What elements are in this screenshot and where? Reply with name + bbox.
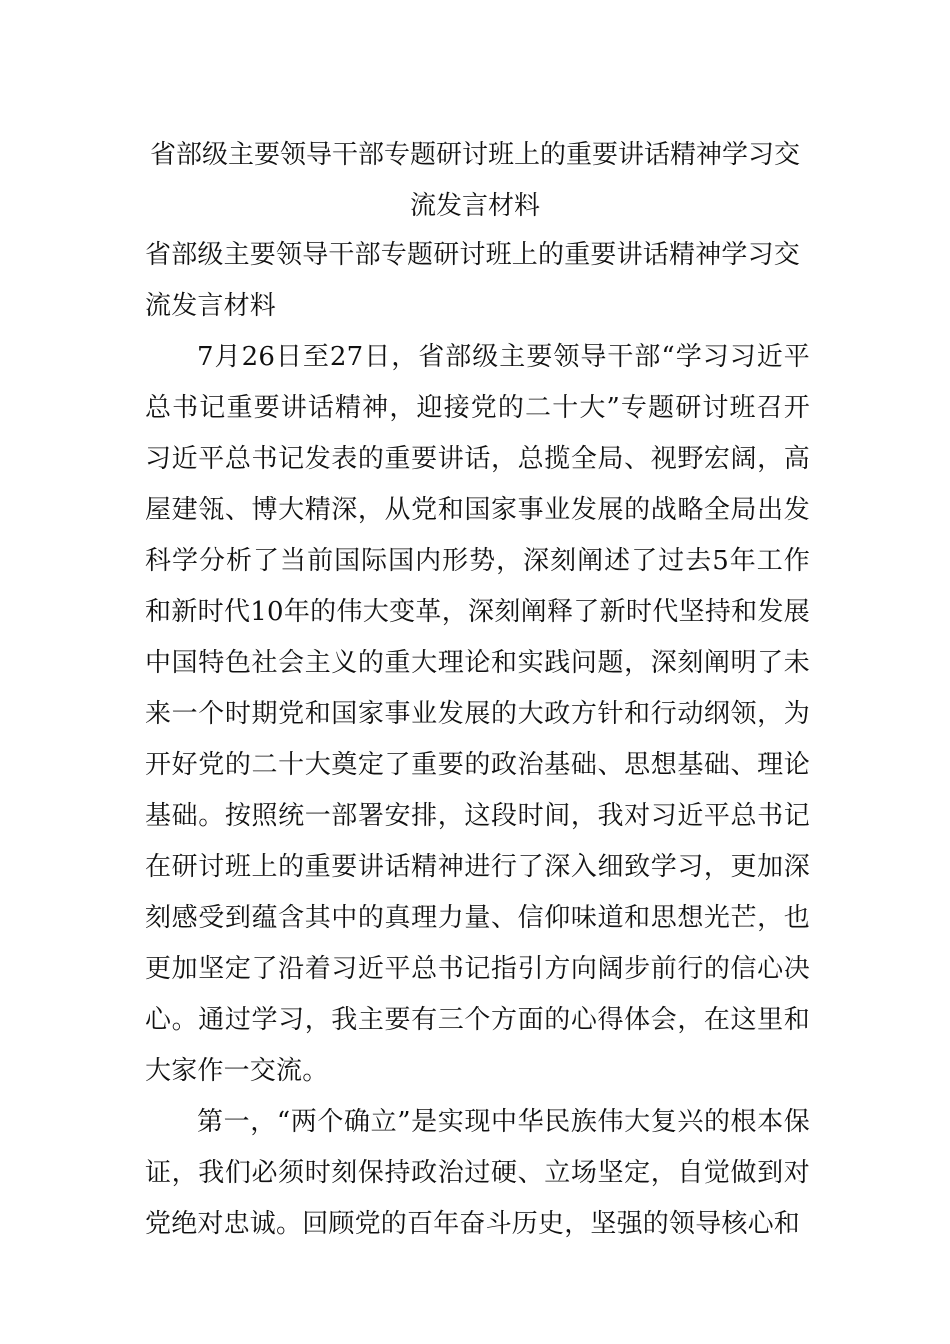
body-paragraph: 第一，“两个确立”是实现中华民族伟大复兴的根本保证，我们必须时刻保持政治过硬、立场坚定，自觉做到对党绝对忠诚。回顾党的百年奋斗历史，坚强的领导核心和 — [145, 1107, 810, 1239]
document-title: 省部级主要领导干部专题研讨班上的重要讲话精神学习交流发言材料 — [149, 140, 800, 221]
repeated-heading: 省部级主要领导干部专题研讨班上的重要讲话精神学习交流发言材料 — [145, 240, 801, 321]
document-body — [145, 230, 810, 1250]
body-paragraph: 7月26日至27日，省部级主要领导干部“学习习近平总书记重要讲话精神，迎接党的二十大”专题研讨班召开习近平总书记发表的重要讲话，总揽全局、视野宏阔，高屋建瓴、博大精深，从党和国家事业发展的战略全局出发科学分析了当前国际国内形势，深刻阐述了过去5年工作和新时代10年的伟大变革，深刻阐释了新时代坚持和发展中国特色社会主义的重大理论和实践问题，深刻阐明了未来一个时期党和国家事业发展的大政方针和行动纲领，为开好党的二十大奠定了重要的政治基础、思想基础、理论基础。按照统一部署安排，这段时间，我对习近平总书记在研讨班上的重要讲话精神进行了深入细致学习，更加深刻感受到蕴含其中的真理力量、信仰味道和思想光芒，也更加坚定了沿着习近平总书记指引方向阔步前行的信心决心。通过学习，我主要有三个方面的心得体会，在这里和大家作一交流。 — [145, 342, 810, 1086]
